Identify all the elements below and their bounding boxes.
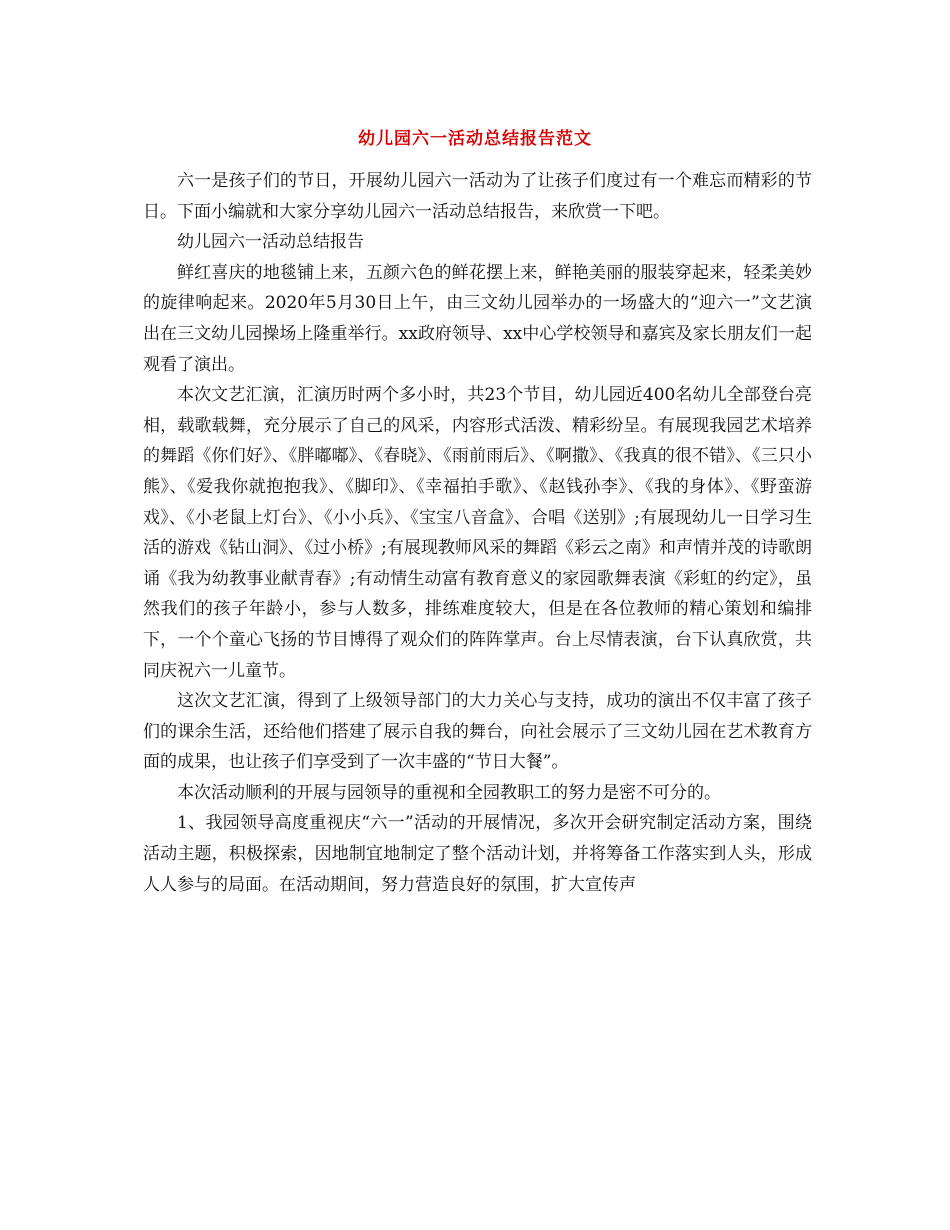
- document-title: 幼儿园六一活动总结报告范文: [358, 129, 592, 149]
- paragraph-programs: 本次文艺汇演，汇演历时两个多小时，共23个节目，幼儿园近400名幼儿全部登台亮相，载歌载舞，充分展示了自己的风采，内容形式活泼、精彩纷呈。有展现我园艺术培养的舞蹈《你们好》、《胖嘟嘟》、《春晓》、《雨前雨后》、《啊撒》、《我真的很不错》、《三只小熊》、《爱我你就抱抱我》、《脚印》、《幸福拍手歌》、《赵钱孙李》、《我的身体》、《野蛮游戏》、《小老鼠上灯台》、《小小兵》、《宝宝八音盒》、合唱《送别》;有展现幼儿一日学习生活的游戏《钻山洞》、《过小桥》;有展现教师风采的舞蹈《彩云之南》和声情并茂的诗歌朗诵《我为幼教事业献青春》;有动情生动富有教育意义的家园歌舞表演《彩虹的约定》，虽然我们的孩子年龄小，参与人数多，排练难度较大，但是在各位教师的精心策划和编排下，一个个童心飞扬的节目博得了观众们的阵阵掌声。台上尽情表演，台下认真欣赏，共同庆祝六一儿童节。: [143, 385, 812, 681]
- paragraph-intro: 六一是孩子们的节日，开展幼儿园六一活动为了让孩子们度过有一个难忘而精彩的节日。下面小编就和大家分享幼儿园六一活动总结报告，来欣赏一下吧。: [143, 171, 812, 222]
- paragraph-subtitle: 幼儿园六一活动总结报告: [177, 232, 364, 253]
- paragraph-opening: 鲜红喜庆的地毯铺上来，五颜六色的鲜花摆上来，鲜艳美丽的服装穿起来，轻柔美妙的旋律响起来。2020年5月30日上午，由三文幼儿园举办的一场盛大的“迎六一”文艺演出在三文幼儿园操场上隆重举行。xx政府领导、xx中心学校领导和嘉宾及家长朋友们一起观看了演出。: [143, 262, 812, 375]
- paragraph-support: 这次文艺汇演，得到了上级领导部门的大力关心与支持，成功的演出不仅丰富了孩子们的课余生活，还给他们搭建了展示自我的舞台，向社会展示了三文幼儿园在艺术教育方面的成果，也让孩子们享受到了一次丰盛的“节日大餐”。: [143, 691, 812, 773]
- paragraph-effort: 本次活动顺利的开展与园领导的重视和全园教职工的努力是密不可分的。: [177, 782, 721, 803]
- document-body: [143, 166, 812, 900]
- paragraph-point-1: 1、我园领导高度重视庆“六一”活动的开展情况，多次开会研究制定活动方案，围绕活动主题，积极探索，因地制宜地制定了整个活动计划，并将筹备工作落实到人头，形成人人参与的局面。在活动期间，努力营造良好的氛围，扩大宣传声: [143, 813, 812, 895]
